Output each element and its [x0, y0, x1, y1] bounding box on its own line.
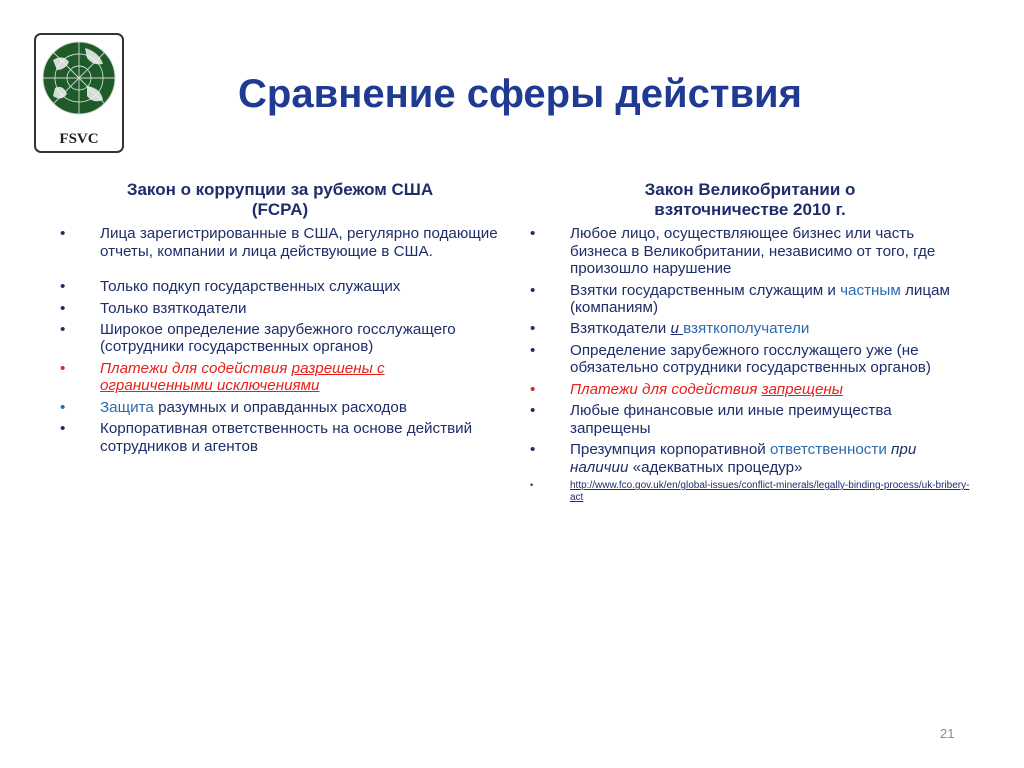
slide-title: Сравнение сферы действия: [238, 72, 802, 116]
globe-icon: [41, 40, 117, 116]
list-item: • Презумпция корпоративной ответственности при наличии «адекватных процедур»: [530, 441, 917, 476]
page-number: 21: [940, 726, 955, 741]
bullet: •: [530, 225, 536, 243]
fsvc-logo: [34, 33, 124, 153]
list-item: • Любые финансовые или иные преимущества запрещены: [530, 402, 892, 437]
bullet: •: [60, 420, 66, 438]
bullet: •: [530, 441, 536, 459]
uk-list: [530, 225, 970, 503]
bullet: •: [60, 398, 66, 416]
uk-heading: Закон Великобритании о взяточничестве 2010 г.: [644, 180, 856, 219]
bullet: •: [60, 225, 66, 243]
list-item: • Лица зарегистрированные в США, регулярно подающие отчеты, компании и лица действующие в США.: [60, 225, 498, 260]
bullet: •: [60, 278, 66, 296]
fcpa-column: [60, 180, 500, 459]
bullet: •: [530, 320, 536, 338]
list-item: • Только взяткодатели: [60, 299, 247, 317]
bullet: •: [60, 320, 66, 338]
bullet: •: [530, 341, 536, 359]
bullet: •: [60, 299, 66, 317]
list-item: • Определение зарубежного госслужащего уже (не обязательно сотрудники государственных органов): [530, 341, 931, 377]
fcpa-list: [60, 225, 500, 455]
list-item: • Широкое определение зарубежного госслужащего (сотрудники государственных органов): [60, 320, 456, 356]
bullet: •: [530, 402, 536, 420]
list-item: • Корпоративная ответственность на основе действий сотрудников и агентов: [60, 420, 473, 455]
fcpa-heading: Закон о коррупции за рубежом США (FCPA): [126, 180, 434, 219]
bullet: •: [60, 359, 66, 377]
bullet: •: [530, 380, 536, 398]
logo-text: FSVC: [59, 131, 99, 147]
list-item: • Платежи для содействия разрешены с ограниченными исключениями: [60, 359, 385, 395]
uk-bribery-act-link[interactable]: http://www.fco.gov.uk/en/global-issues/conflict-minerals/legally-binding-process/uk-bribery-act: [570, 480, 970, 503]
list-item: • Защита разумных и оправданных расходов: [60, 398, 407, 416]
list-item: • Взятки государственным служащим и частным лицам (компаниям): [530, 281, 950, 316]
list-item: • Платежи для содействия запрещены: [530, 380, 843, 398]
list-item: • Взяткодатели и взяткополучатели: [530, 320, 810, 338]
list-item: [530, 480, 970, 503]
list-item: • Только подкуп государственных служащих: [60, 278, 401, 296]
uk-bribery-act-column: [530, 180, 970, 507]
bullet: •: [530, 480, 534, 491]
bullet: •: [530, 281, 536, 299]
list-item: • Любое лицо, осуществляющее бизнес или часть бизнеса в Великобритании, независимо от того, где произошло нарушение: [530, 225, 936, 278]
